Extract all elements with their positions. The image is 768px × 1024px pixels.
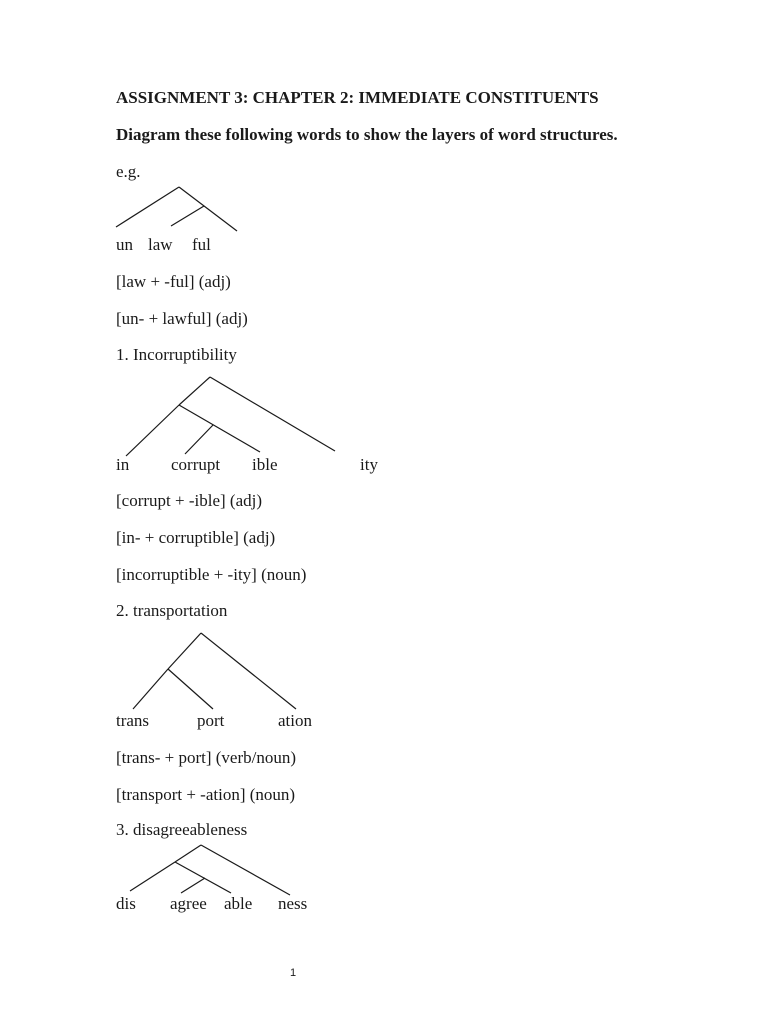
item-1-morpheme-ible: ible (252, 455, 278, 474)
example-morpheme-ful: ful (192, 235, 211, 254)
item-3-morpheme-dis: dis (116, 894, 136, 913)
item-1-morpheme-ity: ity (360, 455, 378, 474)
item-2-analysis-2: [transport + -ation] (noun) (116, 785, 296, 804)
example-label: e.g. (116, 162, 141, 181)
item-3-morpheme-ness: ness (278, 894, 308, 913)
item-1-analysis-3: [incorruptible + -ity] (noun) (116, 565, 307, 584)
item-2-morpheme-port: port (197, 711, 225, 730)
item-3-morpheme-agree: agree (170, 894, 207, 913)
example-analysis-1: [law + -ful] (adj) (116, 272, 231, 291)
example-morpheme-un: un (116, 235, 133, 254)
item-2-analysis-1: [trans- + port] (verb/noun) (116, 748, 297, 767)
item-2-morpheme-trans: trans (116, 711, 150, 730)
item-1-analysis-2: [in- + corruptible] (adj) (116, 528, 276, 547)
page-number: 1 (290, 967, 297, 979)
item-3-morpheme-able: able (224, 894, 253, 913)
example-analysis-2: [un- + lawful] (adj) (116, 309, 248, 328)
instruction: Diagram these following words to show the layers of word structures. (116, 125, 618, 144)
item-1-morpheme-in: in (116, 455, 130, 474)
item-3-heading: 3. disagreeableness (116, 820, 248, 839)
page-title: ASSIGNMENT 3: CHAPTER 2: IMMEDIATE CONSTITUENTS (116, 88, 599, 107)
example-morpheme-law: law (148, 235, 173, 254)
item-2-morpheme-ation: ation (278, 711, 312, 730)
item-1-analysis-1: [corrupt + -ible] (adj) (116, 491, 262, 510)
item-1-morpheme-corrupt: corrupt (171, 455, 221, 474)
item-2-heading: 2. transportation (116, 601, 228, 620)
item-1-heading: 1. Incorruptibility (116, 345, 237, 364)
